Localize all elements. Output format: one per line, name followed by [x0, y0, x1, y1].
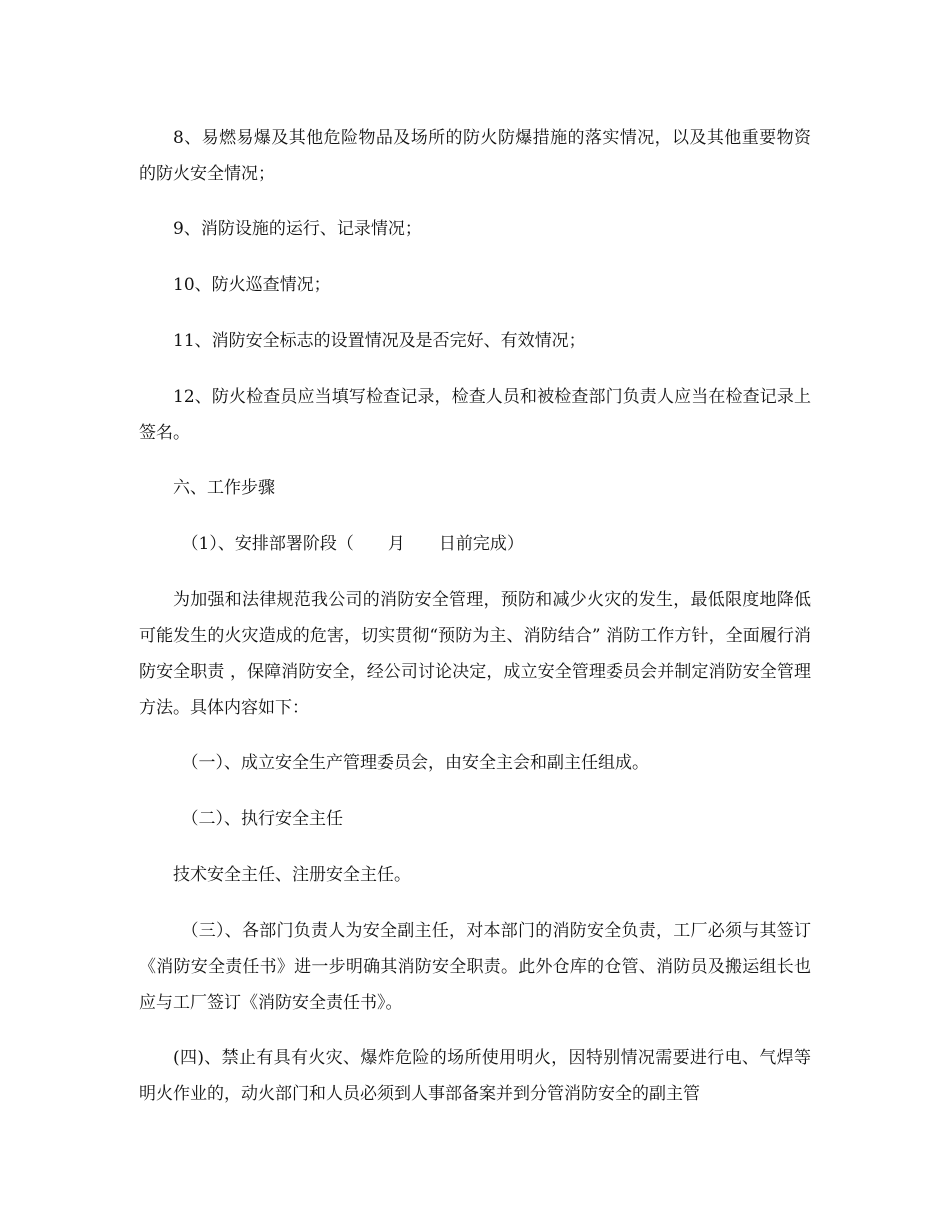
clause-one: （一）、成立安全生产管理委员会，由安全主会和副主任组成。	[181, 753, 649, 773]
paragraph-item-9: 9、消防设施的运行、记录情况；	[173, 219, 422, 239]
clause-two: （二）、执行安全主任	[181, 809, 343, 829]
paragraph-item-8: 8、易燃易爆及其他危险物品及场所的防火防爆措施的落实情况，以及其他重要物资的防火安全情况；	[139, 128, 811, 184]
clause-two-detail: 技术安全主任、注册安全主任。	[173, 865, 411, 885]
clause-three: （三）、各部门负责人为安全副主任，对本部门的消防安全负责，工厂必须与其签订《消防安全责任书》进一步明确其消防安全职责。此外仓库的仓管、消防员及搬运组长也应与工厂签订《消防安全责任书》。	[139, 921, 811, 1013]
paragraph-item-11: 11、消防安全标志的设置情况及是否完好、有效情况；	[173, 331, 586, 351]
intro-paragraph: 为加强和法律规范我公司的消防安全管理，预防和减少火灾的发生，最低限度地降低可能发生的火灾造成的危害，切实贯彻“预防为主、消防结合” 消防工作方针，全面履行消防安全职责 ，保障消防安全，经公司讨论决定，成立安全管理委员会并制定消防安全管理方法。具体内容如下：	[139, 590, 811, 718]
section-heading: 六、工作步骤	[173, 478, 275, 498]
step-heading: （1）、安排部署阶段（ 月 日前完成）	[181, 534, 524, 554]
clause-four: (四)、禁止有具有火灾、爆炸危险的场所使用明火，因特别情况需要进行电、气焊等明火作业的，动火部门和人员必须到人事部备案并到分管消防安全的副主管	[139, 1048, 811, 1104]
paragraph-item-12: 12、防火检查员应当填写检查记录，检查人员和被检查部门负责人应当在检查记录上签名。	[139, 387, 811, 443]
paragraph-item-10: 10、防火巡查情况；	[173, 275, 331, 295]
